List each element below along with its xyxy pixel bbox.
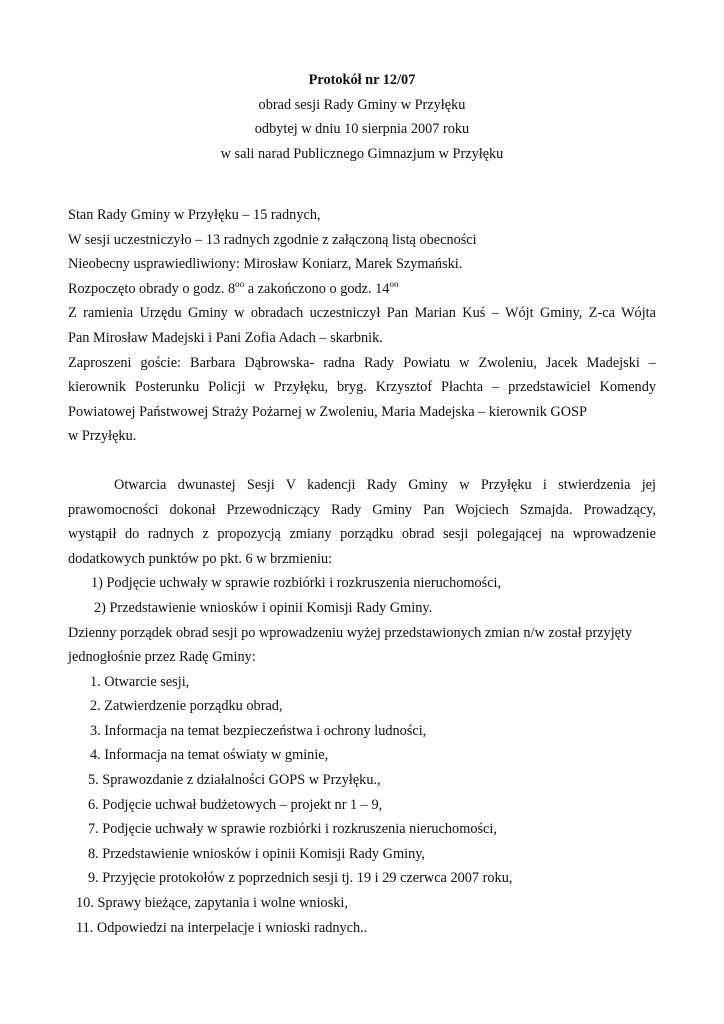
opening-line-3: wystąpił do radnych z propozycją zmiany porządku obrad sesji polegającej na wprowadzenie	[68, 526, 656, 543]
office-representatives-line-2: Pan Mirosław Madejski i Pani Zofia Adach – skarbnik.	[68, 329, 383, 346]
agenda-item: 4. Informacja na temat oświaty w gminie,	[90, 747, 329, 764]
header-line-date: odbytej w dniu 10 sierpnia 2007 roku	[254, 121, 470, 137]
agenda-list	[68, 670, 656, 941]
guests-line-1: Zaproszeni goście: Barbara Dąbrowska- radna Rady Powiatu w Zwoleniu, Jacek Madejski –	[68, 354, 656, 371]
agenda-item: 8. Przedstawienie wniosków i opinii Komisji Rady Gminy,	[88, 845, 426, 862]
document-header	[68, 68, 656, 166]
opening-line-2: prawomocności dokonał Przewodniczący Rady Gminy Pan Wojciech Szmajda. Prowadzący,	[68, 501, 656, 518]
attendance-section	[68, 203, 656, 449]
agenda-item: 2. Zatwierdzenie porządku obrad,	[90, 698, 283, 715]
added-item-1: 1) Podjęcie uchwały w sprawie rozbiórki i rozkruszenia nieruchomości,	[91, 575, 502, 592]
session-start-text: Rozpoczęto obrady o godz. 8	[68, 280, 236, 297]
header-line-session: obrad sesji Rady Gminy w Przyłęku	[258, 96, 466, 113]
agenda-item: 10. Sprawy bieżące, zapytania i wolne wnioski,	[76, 895, 348, 912]
agenda-item: 3. Informacja na temat bezpieczeństwa i ochrony ludności,	[90, 722, 427, 739]
guests-line-4: w Przyłęku.	[68, 428, 137, 445]
header-line-place: w sali narad Publicznego Gimnazjum w Przyłęku	[220, 145, 504, 162]
end-minutes-sup: oo	[389, 278, 399, 289]
accepted-line-1: Dzienny porządek obrad sesji po wprowadzeniu wyżej przedstawionych zmian n/w został przyjęty	[68, 624, 633, 641]
session-times	[68, 277, 656, 302]
office-representatives-line-1: Z ramienia Urzędu Gminy w obradach uczestniczył Pan Marian Kuś – Wójt Gminy, Z-ca Wójta	[68, 305, 656, 322]
absent-excused: Nieobecny usprawiedliwiony: Mirosław Koniarz, Marek Szymański.	[68, 256, 463, 273]
agenda-item: 1. Otwarcie sesji,	[90, 673, 190, 690]
start-minutes-sup: oo	[235, 278, 245, 289]
attendance-count: W sesji uczestniczyło – 13 radnych zgodnie z załączoną listą obecności	[68, 231, 477, 248]
accepted-line-2: jednogłośnie przez Radę Gminy:	[68, 649, 256, 666]
guests-line-3: Powiatowej Państwowej Straży Pożarnej w Zwoleniu, Maria Madejska – kierownik GOSP	[68, 403, 587, 420]
document-page	[68, 68, 656, 940]
opening-section	[68, 473, 656, 670]
opening-line-4: dodatkowych punktów po pkt. 6 w brzmieniu:	[68, 550, 333, 567]
agenda-item: 6. Podjęcie uchwał budżetowych – projekt nr 1 – 9,	[88, 796, 383, 813]
council-size: Stan Rady Gminy w Przyłęku – 15 radnych,	[68, 207, 321, 223]
added-item-2: 2) Przedstawienie wniosków i opinii Komisji Rady Gminy.	[94, 599, 433, 616]
agenda-item: 7. Podjęcie uchwały w sprawie rozbiórki i rozkruszenia nieruchomości,	[88, 821, 497, 838]
agenda-item: 11. Odpowiedzi na interpelacje i wnioski radnych..	[76, 919, 368, 936]
session-end-text: a zakończono o godz. 14	[244, 280, 390, 297]
agenda-item: 5. Sprawozdanie z działalności GOPS w Przyłęku.,	[88, 772, 381, 789]
agenda-item: 9. Przyjęcie protokołów z poprzednich sesji tj. 19 i 29 czerwca 2007 roku,	[88, 870, 513, 887]
document-title: Protokół nr 12/07	[308, 72, 416, 88]
guests-line-2: kierownik Posterunku Policji w Przyłęku, bryg. Krzysztof Płachta – przedstawiciel Komendy	[68, 379, 656, 396]
opening-line-1: Otwarcia dwunastej Sesji V kadencji Rady Gminy w Przyłęku i stwierdzenia jej	[114, 476, 656, 493]
